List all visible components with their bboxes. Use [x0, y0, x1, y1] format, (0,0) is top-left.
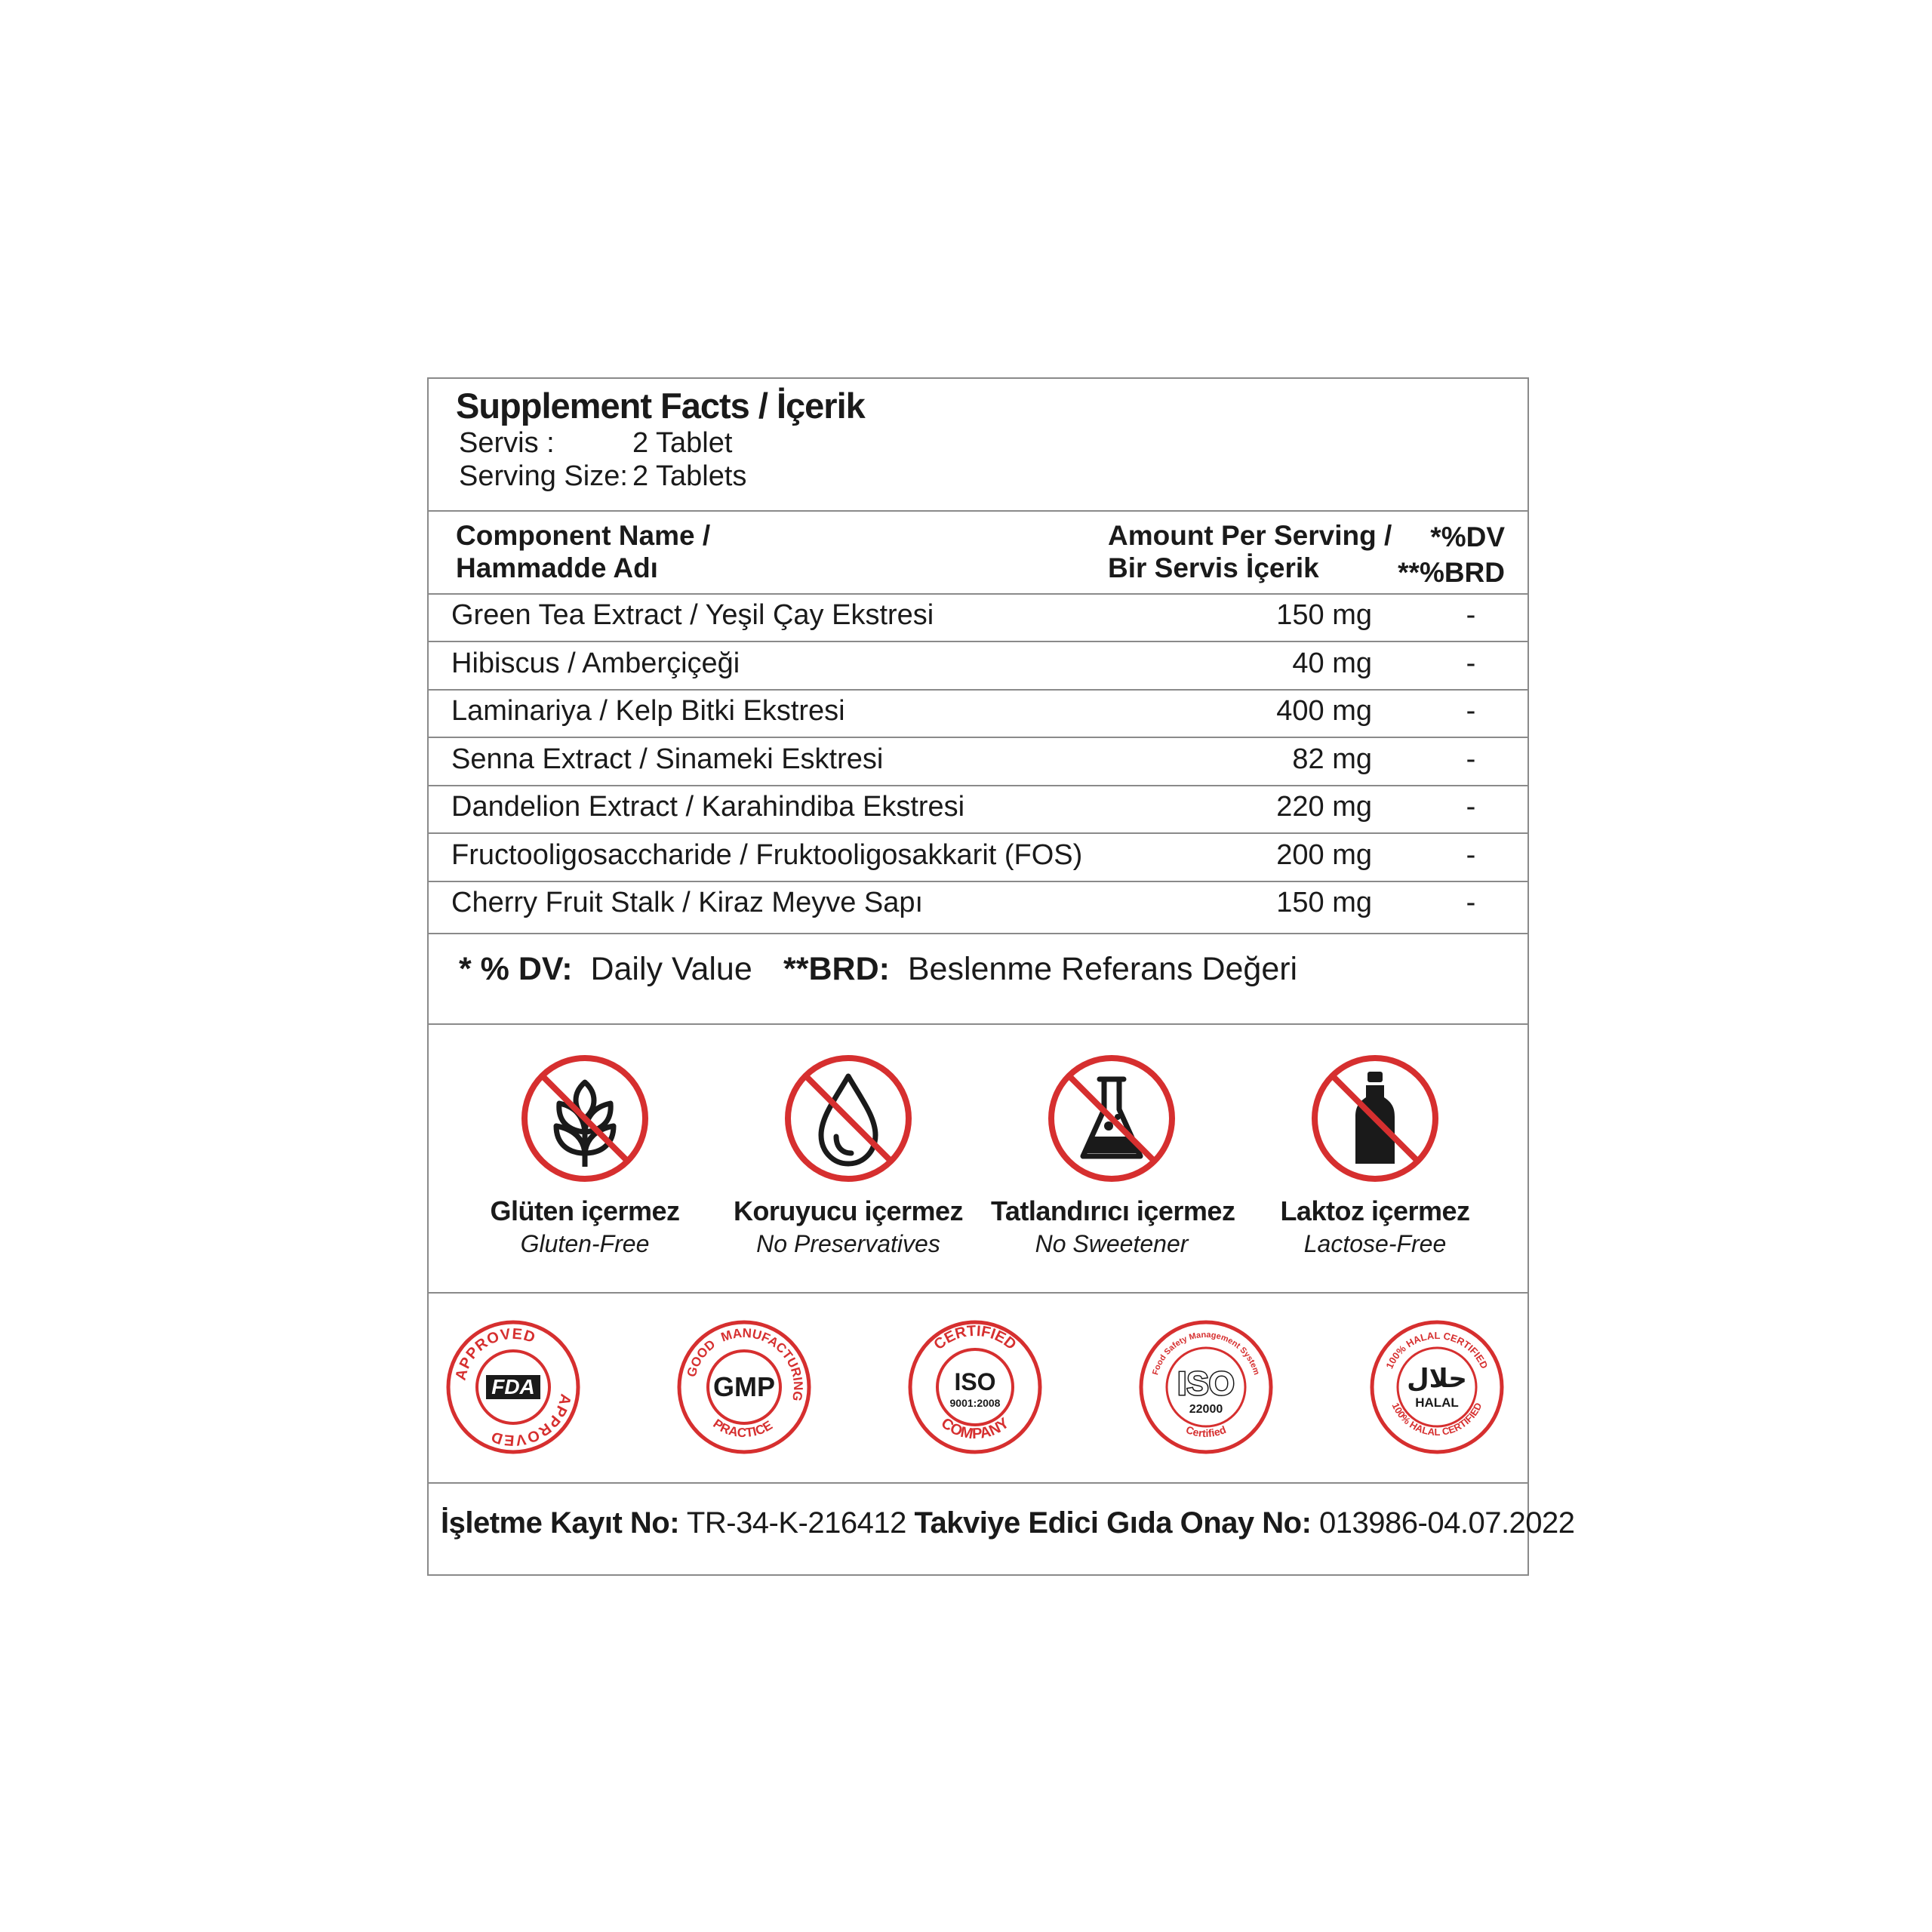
col-header-name-tr: Hammadde Adı	[456, 552, 658, 583]
free-from-label: Tatlandırıcı içermez	[991, 1195, 1235, 1226]
halal-center-text: HALAL	[1415, 1395, 1459, 1410]
col-header-amount-tr: Bir Servis İçerik	[1108, 552, 1319, 583]
fda-center-text: FDA	[491, 1375, 535, 1398]
col-header-dv	[1398, 519, 1505, 590]
table-row	[429, 595, 1527, 642]
ingredient-amount: 150 mg	[1276, 599, 1372, 631]
svg-text:PRACTICE	[711, 1417, 775, 1440]
serving-size-label: Serving Size:	[459, 460, 628, 492]
registration-line	[441, 1506, 1575, 1540]
serving-size-value: 2 Tablets	[632, 460, 747, 492]
divider	[429, 1482, 1527, 1484]
col-header-amount	[1108, 519, 1392, 584]
table-row	[429, 882, 1527, 930]
divider	[429, 510, 1527, 512]
free-from-label: Koruyucu içermez	[733, 1195, 964, 1226]
col-header-dv-tr: **%BRD	[1398, 557, 1505, 588]
ingredient-amount: 200 mg	[1276, 838, 1372, 871]
footnote-dv	[459, 951, 752, 988]
iso9001-sub-text: 9001:2008	[949, 1397, 1001, 1409]
iso-22000-badge	[1138, 1319, 1274, 1455]
ingredient-amount: 40 mg	[1292, 647, 1372, 679]
serving-value: 2 Tablet	[632, 427, 733, 459]
fda-approved-badge	[445, 1319, 581, 1455]
ingredient-dv: -	[1466, 695, 1476, 727]
no-lactose-icon	[1310, 1054, 1440, 1183]
table-row	[429, 691, 1527, 738]
ingredient-amount: 220 mg	[1276, 791, 1372, 823]
footnote-dv-text: Daily Value	[590, 951, 752, 987]
table-row	[429, 643, 1527, 691]
free-from-sweetener	[991, 1054, 1235, 1258]
iso22000-ring-bottom: Certified	[1184, 1423, 1228, 1440]
footnote-brd-text: Beslenme Referans Değeri	[907, 951, 1298, 987]
approval-value: 013986-04.07.2022	[1319, 1506, 1575, 1540]
iso22000-center-text: ISO	[1177, 1365, 1235, 1402]
ingredient-name: Senna Extract / Sinameki Esktresi	[451, 743, 884, 775]
ingredient-dv: -	[1466, 838, 1476, 871]
serving-row	[459, 427, 732, 460]
free-from-label: Laktoz içermez	[1280, 1195, 1470, 1226]
page-title: Supplement Facts / İçerik	[456, 386, 865, 426]
ingredient-dv: -	[1466, 791, 1476, 823]
ingredient-amount: 400 mg	[1276, 695, 1372, 727]
approval-key: Takviye Edici Gıda Onay No:	[914, 1506, 1312, 1540]
ingredient-dv: -	[1466, 743, 1476, 775]
free-from-sub: No Preservatives	[756, 1230, 940, 1257]
gmp-ring-bottom: PRACTICE	[710, 1416, 775, 1441]
free-from-sub: Gluten-Free	[520, 1230, 650, 1257]
ingredient-name: Dandelion Extract / Karahindiba Ekstresi	[451, 791, 965, 823]
col-header-amount-en: Amount Per Serving /	[1108, 520, 1392, 551]
col-header-dv-en: *%DV	[1430, 521, 1505, 552]
footnote-brd-key: **BRD:	[783, 951, 890, 987]
serving-size-row	[459, 460, 746, 493]
free-from-label: Glüten içermez	[490, 1195, 680, 1226]
supplement-facts-panel	[427, 377, 1529, 1576]
ingredient-dv: -	[1466, 647, 1476, 679]
table-row	[429, 739, 1527, 786]
ingredient-name: Hibiscus / Amberçiçeği	[451, 647, 740, 679]
free-from-gluten	[464, 1054, 706, 1258]
serving-label: Servis :	[459, 427, 555, 459]
table-row	[429, 835, 1527, 882]
col-header-name-en: Component Name /	[456, 520, 711, 551]
iso9001-center-text: ISO	[954, 1368, 996, 1395]
halal-arabic-text: حلال	[1407, 1364, 1467, 1394]
no-gluten-icon	[520, 1054, 650, 1183]
svg-text:COMPANY	[938, 1414, 1013, 1442]
fda-ring-text: APPROVED	[488, 1392, 574, 1449]
ingredient-name: Fructooligosaccharide / Fruktooligosakkarit (FOS)	[451, 838, 1083, 871]
footnote-dv-key: * % DV:	[459, 951, 573, 987]
ingredient-dv: -	[1466, 887, 1476, 918]
col-header-name	[456, 519, 710, 584]
ingredient-name: Cherry Fruit Stalk / Kiraz Meyve Sapı	[451, 887, 924, 918]
halal-badge	[1369, 1319, 1505, 1455]
table-row	[429, 786, 1527, 834]
free-from-sub: Lactose-Free	[1303, 1230, 1447, 1257]
halal-ring-bottom: 100% HALAL CERTIFIED	[1389, 1401, 1484, 1438]
free-from-preservatives	[728, 1054, 969, 1258]
no-sweetener-icon	[1047, 1054, 1177, 1183]
gmp-center-text: GMP	[712, 1371, 776, 1402]
divider	[429, 933, 1527, 934]
free-from-sub: No Sweetener	[1035, 1230, 1189, 1257]
halal-ring-top: 100% HALAL CERTIFIED	[1383, 1329, 1491, 1371]
divider	[429, 1292, 1527, 1294]
iso9001-ring-bottom: COMPANY	[937, 1414, 1013, 1443]
iso22000-sub-text: 22000	[1189, 1403, 1223, 1416]
gmp-ring-top: MANUFACTURING	[718, 1325, 806, 1403]
ingredient-name: Laminariya / Kelp Bitki Ekstresi	[451, 695, 845, 727]
iso9001-ring-top: CERTIFIED	[931, 1322, 1020, 1354]
fda-ring-text: APPROVED	[452, 1325, 538, 1383]
registration-value: TR-34-K-216412	[686, 1506, 906, 1540]
gmp-ring-left: GOOD	[684, 1337, 718, 1379]
footnote-brd	[783, 951, 1297, 988]
ingredient-amount: 150 mg	[1276, 887, 1372, 918]
free-from-lactose	[1254, 1054, 1496, 1258]
ingredient-dv: -	[1466, 599, 1476, 631]
iso22000-ring-top: Food Safety Management System	[1151, 1330, 1261, 1377]
iso-9001-badge	[907, 1319, 1043, 1455]
divider	[429, 1023, 1527, 1025]
ingredient-name: Green Tea Extract / Yeşil Çay Ekstresi	[451, 599, 934, 631]
no-preservatives-icon	[783, 1054, 913, 1183]
registration-key: İşletme Kayıt No:	[441, 1506, 680, 1540]
ingredient-amount: 82 mg	[1292, 743, 1372, 775]
gmp-badge	[676, 1319, 812, 1455]
